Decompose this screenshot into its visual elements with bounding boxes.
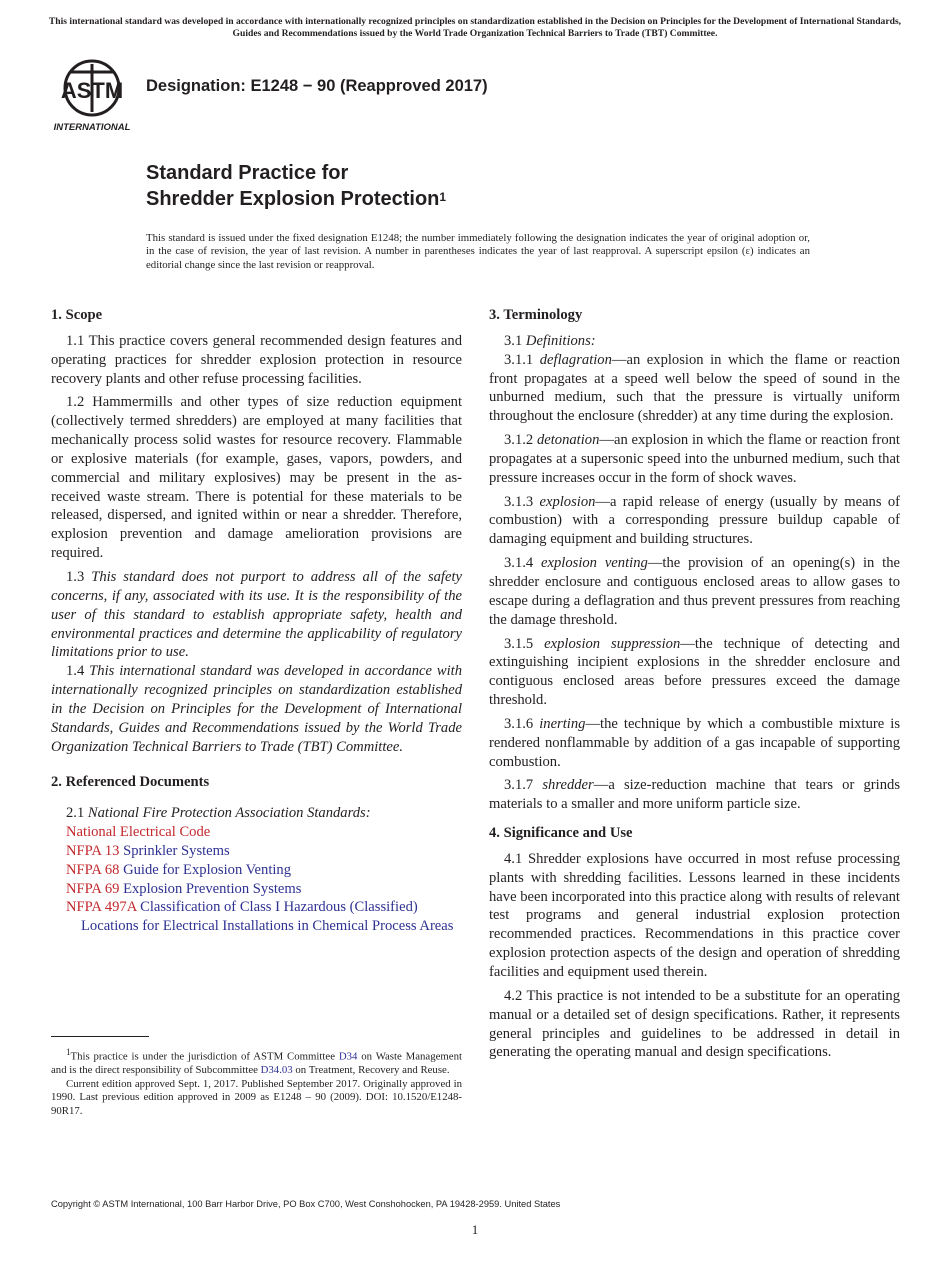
term-definition bbox=[489, 431, 900, 488]
section-heading-scope: 1. Scope bbox=[51, 307, 103, 323]
section-heading-references: 2. Referenced Documents bbox=[51, 774, 210, 791]
term-name: shredder bbox=[542, 777, 594, 794]
reference-name[interactable]: Classification of Class I Hazardous (Classified) Locations for Electrical Installations in Chemical Process Areas bbox=[81, 899, 454, 935]
right-column bbox=[489, 306, 900, 1062]
reference-item[interactable] bbox=[51, 898, 462, 936]
term-def: —an explosion in which the flame or reaction front propagates at a supersonic speed into the unburned medium, such that pressure increases occur in the form of shock waves. bbox=[489, 432, 900, 486]
scope-p3-num: 1.3 bbox=[66, 568, 85, 585]
term-def: —the technique by which a combustible mixture is rendered nonflammable by addition of a gas incapable of supporting combustion. bbox=[489, 715, 900, 770]
scope-p4-text: This international standard was developed in accordance with internationally recognized principles on standardization established in the Decision on Principles for the Development of International Standards, Guides and Recommendations issued by the World Trade Organization Technical Barriers to Trade (TBT) Committee. bbox=[51, 663, 463, 755]
designation: Designation: E1248 − 90 (Reapproved 2017) bbox=[146, 77, 488, 95]
term-name: explosion bbox=[539, 493, 596, 510]
definitions-num: 3.1 bbox=[504, 332, 523, 349]
definitions-text: Definitions: bbox=[525, 332, 596, 349]
scope-paragraph-1: 1.1 This practice covers general recommended design features and operating practices for shredder explosion protection in resource recovery plants and other refuse processing facilities. bbox=[51, 332, 462, 387]
reference-code[interactable]: NFPA 13 bbox=[66, 842, 120, 859]
term-num: 3.1.4 bbox=[504, 555, 534, 572]
term-definition bbox=[489, 635, 900, 710]
term-num: 3.1.2 bbox=[504, 432, 534, 449]
footnote-2: Current edition approved Sept. 1, 2017. Published September 2017. Originally approved in 1990. Last previous edition approved in 2009 as E1248 – 90 (2009). DOI: 10.1520/E1248-90R17. bbox=[51, 1077, 462, 1117]
logo-subtext: INTERNATIONAL bbox=[53, 122, 131, 133]
references-intro bbox=[51, 804, 462, 823]
reference-name[interactable]: Sprinkler Systems bbox=[123, 842, 230, 859]
term-definition bbox=[489, 493, 900, 550]
reference-national-electrical-code[interactable]: National Electrical Code bbox=[66, 824, 211, 841]
astm-logo bbox=[52, 58, 136, 134]
reference-item[interactable] bbox=[51, 880, 462, 899]
page-number: 1 bbox=[471, 1222, 479, 1237]
title-line-1: Standard Practice for bbox=[146, 162, 349, 184]
term-def: —the provision of an opening(s) in the shredder enclosure and contiguous enclosed areas to allow gases to escape during a deflagration and thus prevent pressures from reaching the damage threshold. bbox=[489, 555, 900, 628]
reference-code[interactable]: NFPA 69 bbox=[66, 880, 120, 897]
footnote-1-text-b: on Waste Management and is the direct responsibility of Subcommittee bbox=[51, 1050, 462, 1077]
footnote-1-mark: 1 bbox=[66, 1047, 71, 1057]
reference-list bbox=[51, 823, 462, 936]
term-name: detonation bbox=[536, 432, 600, 449]
reference-item[interactable] bbox=[51, 823, 462, 842]
document-title bbox=[146, 160, 446, 212]
footnotes bbox=[51, 1046, 462, 1119]
term-definition bbox=[489, 351, 900, 426]
copyright: Copyright © ASTM International, 100 Barr Harbor Drive, PO Box C700, West Conshohocken, PA 19428-2959. United States bbox=[51, 1199, 561, 1209]
footnote-1 bbox=[51, 1046, 462, 1078]
term-num: 3.1.3 bbox=[504, 493, 534, 510]
definitions-label bbox=[489, 332, 900, 351]
significance-paragraph-2: 4.2 This practice is not intended to be a substitute for an operating manual or a detailed set of design specifications. Rather, it represents general principles and guidelines to be addressed in detail in generating the operating manual and design specifications. bbox=[489, 987, 900, 1061]
title-line-2-text: Shredder Explosion Protection bbox=[146, 188, 440, 210]
term-name: explosion suppression bbox=[544, 635, 681, 652]
term-def: —an explosion in which the flame or reaction front propagates at a speed well below the speed of sound in the unburned medium, such that the pressure is virtually uniform throughout the enclosure (shredder) at any time during the explosion. bbox=[489, 351, 900, 425]
reference-name[interactable]: Guide for Explosion Venting bbox=[123, 861, 292, 878]
footnote-1-text-a: This practice is under the jurisdiction of ASTM Committee bbox=[70, 1050, 339, 1063]
term-def: —the technique of detecting and extinguishing incipient explosions in the shredder enclosure and contiguous enclosed areas before pressures exceed the damage threshold. bbox=[489, 635, 900, 709]
term-definition bbox=[489, 715, 900, 772]
reference-name[interactable]: Explosion Prevention Systems bbox=[123, 880, 302, 897]
references-intro-text: National Fire Protection Association Standards: bbox=[87, 805, 371, 822]
term-num: 3.1.6 bbox=[504, 715, 534, 732]
scope-paragraph-3 bbox=[51, 568, 462, 662]
term-definition bbox=[489, 776, 900, 814]
reference-code[interactable]: NFPA 497A bbox=[66, 899, 137, 916]
footnote-divider bbox=[51, 1036, 149, 1037]
reference-item[interactable] bbox=[51, 842, 462, 861]
section-heading-significance: 4. Significance and Use bbox=[489, 825, 633, 842]
term-name: deflagration bbox=[539, 351, 612, 368]
scope-p4-num: 1.4 bbox=[66, 663, 85, 680]
term-name: inerting bbox=[539, 715, 586, 732]
title-line-2 bbox=[146, 186, 446, 212]
reference-item[interactable] bbox=[51, 861, 462, 880]
title-footnote-mark[interactable]: 1 bbox=[439, 190, 447, 204]
term-def: —a rapid release of energy (usually by means of combustion) with a corresponding pressure buildup capable of damaging equipment and building structures. bbox=[489, 493, 900, 548]
wto-notice: This international standard was developed in accordance with internationally recognized principles on standardization established in the Decision on Principles for the Development of International Standards, Guides and Recommendations issued by the World Trade Organization Technical Barriers to Trade (TBT) Committee. bbox=[48, 16, 902, 39]
term-name: explosion venting bbox=[541, 555, 648, 572]
logo-text: ASTM bbox=[60, 78, 124, 103]
term-def: —a size-reduction machine that tears or grinds materials to a smaller and more uniform particle size. bbox=[489, 777, 900, 813]
term-num: 3.1.1 bbox=[504, 351, 534, 368]
scope-paragraph-4 bbox=[51, 662, 462, 756]
standard-note: This standard is issued under the fixed designation E1248; the number immediately following the designation indicates the year of original adoption or, in the case of revision, the year of last revision. A number in parentheses indicates the year of last reapproval. A superscript epsilon (ε) indicates an editorial change since the last revision or reapproval. bbox=[146, 232, 810, 271]
term-definition bbox=[489, 554, 900, 629]
term-num: 3.1.5 bbox=[504, 635, 534, 652]
subcommittee-d34-03-link[interactable]: D34.03 bbox=[260, 1064, 293, 1077]
reference-code[interactable]: NFPA 68 bbox=[66, 861, 120, 878]
committee-d34-link[interactable]: D34 bbox=[338, 1050, 358, 1063]
scope-paragraph-2: 1.2 Hammermills and other types of size reduction equipment (collectively termed shredders) are employed at many facilities that mechanically process solid wastes for resource recovery. Flammable or explosive materials (for example, gases, vapors, powders, and commercial and military explosives) may be present in the as-received waste stream. There is potential for these materials to be released, dispersed, and ignited within or near a shredder. Therefore, explosion prevention and damage amelioration provisions are required. bbox=[51, 394, 462, 562]
term-num: 3.1.7 bbox=[504, 777, 534, 794]
significance-paragraph-1: 4.1 Shredder explosions have occurred in most refuse processing plants with shredding facilities. Lessons learned in these incidents have been incorporated into this practice along with results of relevant test programs and general industrial explosion protection recommended practices. Recommendations in this practice cover explosion protection aspects of the design and operation of shredding facilities and equipment used therein. bbox=[489, 850, 900, 980]
footnote-1-text-c: on Treatment, Recovery and Reuse. bbox=[292, 1064, 450, 1077]
section-heading-terminology: 3. Terminology bbox=[489, 307, 583, 323]
left-column bbox=[51, 306, 462, 936]
references-intro-num: 2.1 bbox=[66, 805, 85, 822]
scope-p3-text: This standard does not purport to address all of the safety concerns, if any, associated with its use. It is the responsibility of the user of this standard to establish appropriate safety, health and environmental practices and determine the applicability of regulatory limitations prior to use. bbox=[51, 568, 462, 661]
